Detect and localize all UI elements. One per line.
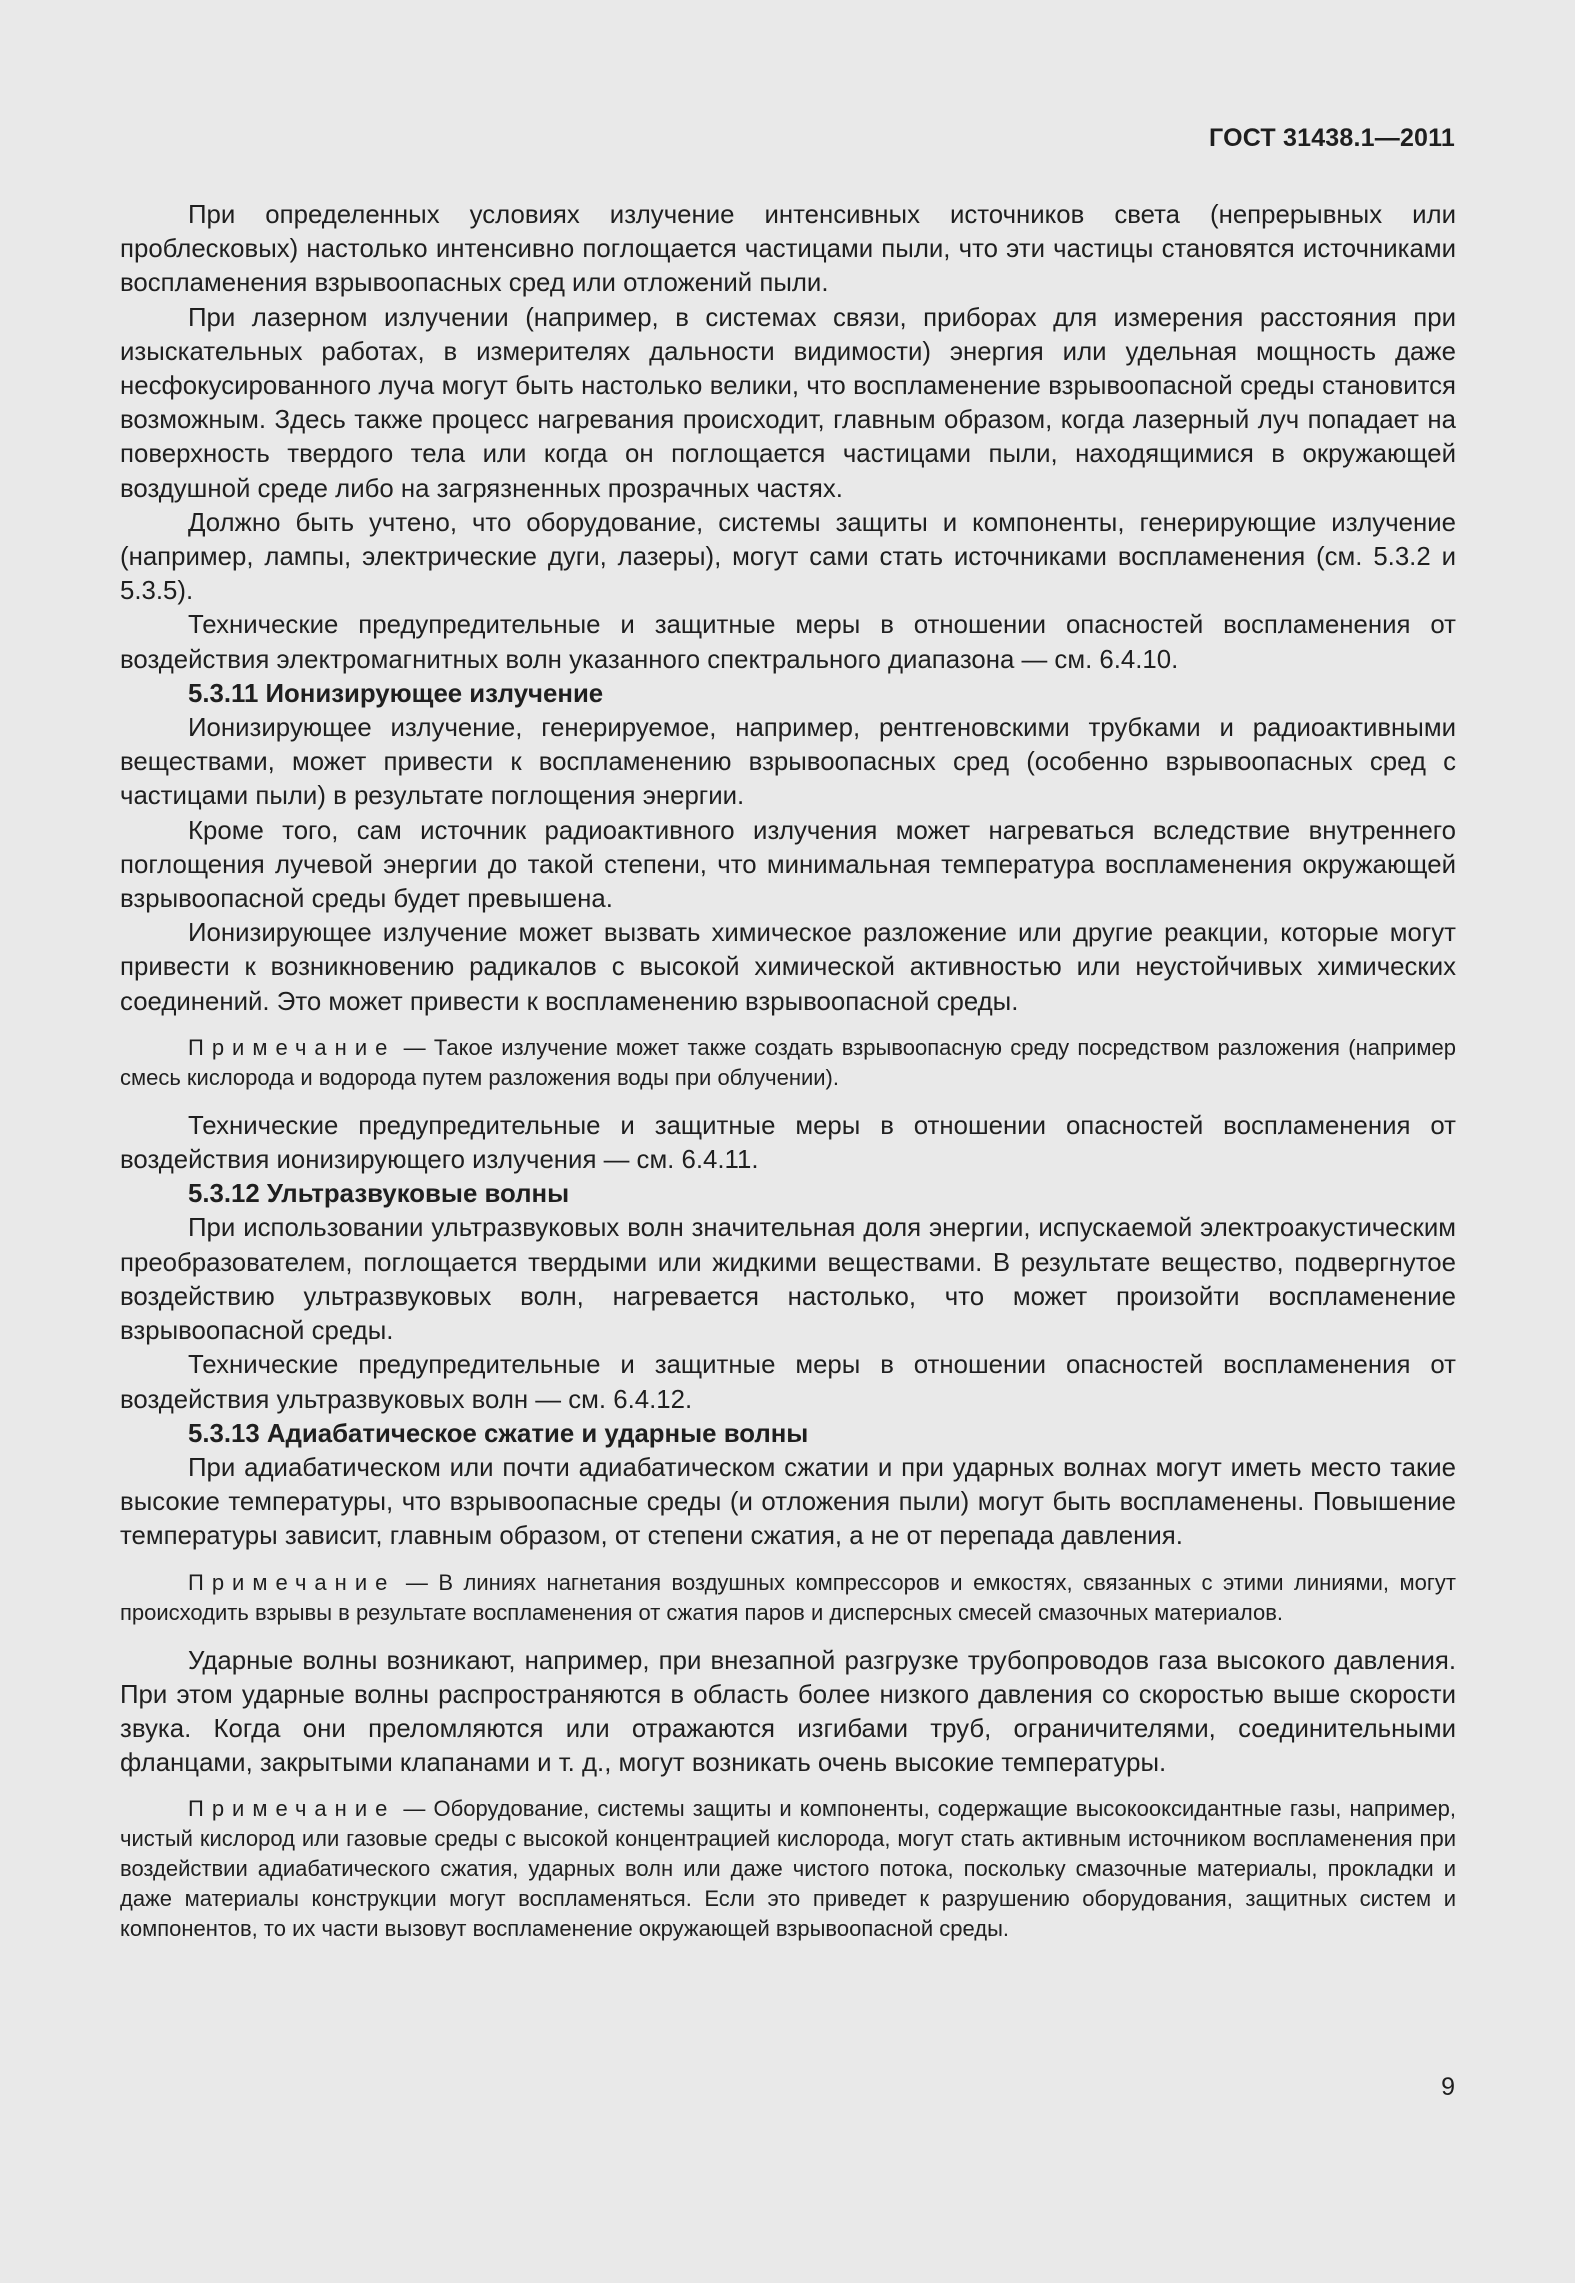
paragraph: При лазерном излучении (например, в системах связи, приборах для измерения расстояния при изыскательных работах, в измерителях дальности видимости) энергия или удельная мощность даже несфокусированного луча могут быть настолько велики, что воспламенение взрывоопасной среды становится возможным. Здесь также процесс нагревания происходит, главным образом, когда лазерный луч попадает на поверхность твердого тела или когда он поглощается частицами пыли, находящимися в окружающей воздушной среде либо на загрязненных прозрачных частях. — [120, 303, 1456, 503]
paragraph: При использовании ультразвуковых волн значительная доля энергии, испускаемой электроакустическим преобразователем, поглощается твердыми или жидкими веществами. В результате вещество, подвергнутое воздействию ультразвуковых волн, нагревается настолько, что может произойти воспламенение взрывоопасной среды. — [120, 1214, 1456, 1346]
note — [120, 1568, 1456, 1628]
section-heading-5-3-11: 5.3.11 Ионизирующее излучение — [188, 679, 604, 708]
note — [120, 1794, 1456, 1944]
document-standard-header: ГОСТ 31438.1—2011 — [1209, 124, 1455, 152]
paragraph: Технические предупредительные и защитные меры в отношении опасностей воспламенения от воздействия ультразвуковых волн — см. 6.4.12. — [120, 1351, 1456, 1414]
page-number: 9 — [1441, 2073, 1455, 2101]
section-heading-5-3-13: 5.3.13 Адиабатическое сжатие и ударные волны — [188, 1419, 809, 1448]
section-heading-5-3-12: 5.3.12 Ультразвуковые волны — [188, 1180, 570, 1209]
paragraph: Технические предупредительные и защитные меры в отношении опасностей воспламенения от воздействия электромагнитных волн указанного спектрального диапазона — см. 6.4.10. — [120, 611, 1456, 674]
note-label: Примечание — [188, 1034, 396, 1060]
note — [120, 1033, 1456, 1093]
note-text: — В линиях нагнетания воздушных компрессоров и емкостях, связанных с этими линиями, могут происходить взрывы в результате воспламенения от сжатия паров и дисперсных смесей смазочных материалов. — [120, 1569, 1456, 1625]
paragraph: Ионизирующее излучение может вызвать химическое разложение или другие реакции, которые могут привести к возникновению радикалов с высокой химической активностью или неустойчивых химических соединений. Это может привести к воспламенению взрывоопасной среды. — [120, 919, 1456, 1016]
paragraph: Ионизирующее излучение, генерируемое, например, рентгеновскими трубками и радиоактивными веществами, может привести к воспламенению взрывоопасных сред (особенно взрывоопасных сред с частицами пыли) в результате поглощения энергии. — [120, 714, 1456, 811]
paragraph: При определенных условиях излучение интенсивных источников света (непрерывных или проблесковых) настолько интенсивно поглощается частицами пыли, что эти частицы становятся источниками воспламенения взрывоопасных сред или отложений пыли. — [120, 201, 1456, 298]
paragraph: Технические предупредительные и защитные меры в отношении опасностей воспламенения от воздействия ионизирующего излучения — см. 6.4.11. — [120, 1111, 1456, 1175]
paragraph: При адиабатическом или почти адиабатическом сжатии и при ударных волнах могут иметь место такие высокие температуры, что взрывоопасные среды (и отложения пыли) могут быть воспламенены. Повышение температуры зависит, главным образом, от степени сжатия, а не от перепада давления. — [120, 1453, 1456, 1551]
paragraph: Должно быть учтено, что оборудование, системы защиты и компоненты, генерирующие излучение (например, лампы, электрические дуги, лазеры), могут сами стать источниками воспламенения (см. 5.3.2 и 5.3.5). — [120, 508, 1456, 606]
note-text: — Оборудование, системы защиты и компоненты, содержащие высокооксидантные газы, например, чистый кислород или газовые среды с высокой концентрацией кислорода, могут стать активным источником воспламенения при воздействии адиабатического сжатия, ударных волн или даже чистого потока, поскольку смазочные материалы, прокладки и даже материалы конструкции могут воспламеняться. Если это приведет к разрушению оборудования, защитных систем и компонентов, то их части вызовут воспламенение окружающей взрывоопасной среды. — [120, 1796, 1456, 1942]
document-body — [120, 198, 1456, 1960]
note-label: Примечание — [188, 1796, 396, 1822]
paragraph: Ударные волны возникают, например, при внезапной разгрузке трубопроводов газа высокого давления. При этом ударные волны распространяются в область более низкого давления со скоростью выше скорости звука. Когда они преломляются или отражаются изгибами труб, ограничителями, соединительными фланцами, закрытыми клапанами и т. д., могут возникать очень высокие температуры. — [120, 1646, 1456, 1778]
paragraph: Кроме того, сам источник радиоактивного излучения может нагреваться вследствие внутреннего поглощения лучевой энергии до такой степени, что минимальная температура воспламенения окружающей взрывоопасной среды будет превышена. — [120, 816, 1456, 914]
note-text: — Такое излучение может также создать взрывоопасную среду посредством разложения (например смесь кислорода и водорода путем разложения воды при облучении). — [120, 1034, 1456, 1090]
note-label: Примечание — [188, 1569, 396, 1595]
